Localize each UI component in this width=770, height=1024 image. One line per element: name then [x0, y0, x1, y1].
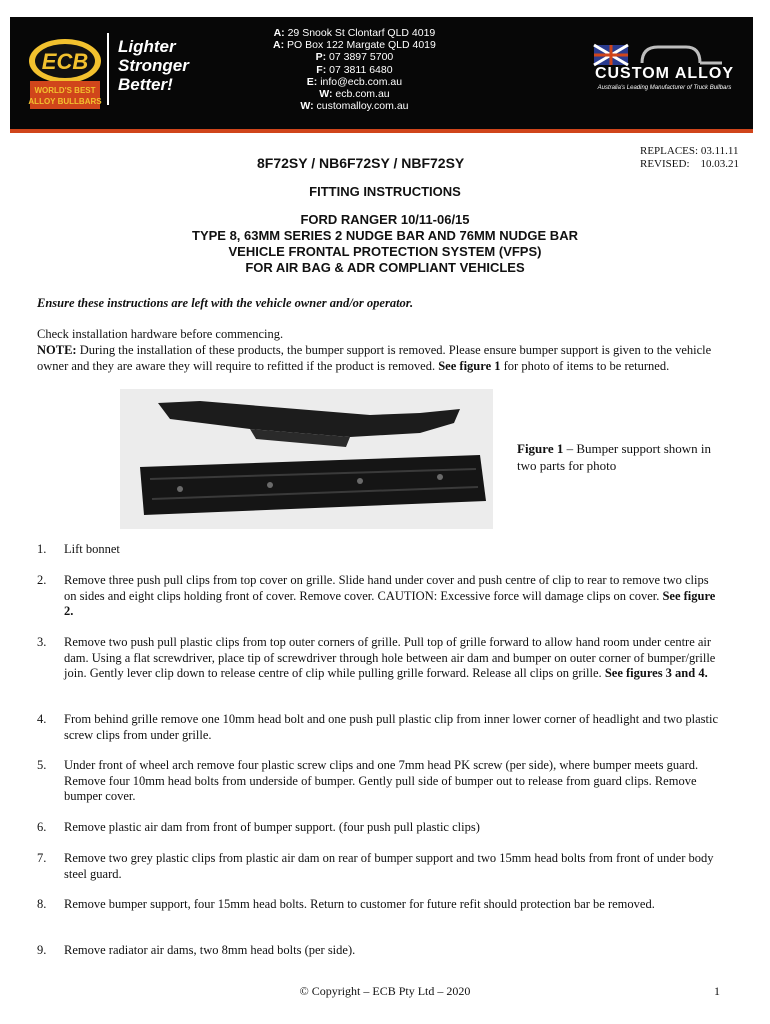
subtitle-line: FOR AIR BAG & ADR COMPLIANT VEHICLES — [245, 260, 525, 275]
replaces-date: 03.11.11 — [700, 145, 739, 157]
partner-subtitle: Australia's Leading Manufacturer of Truck Bullbars — [597, 85, 732, 91]
figure-reference: See figure 2. — [64, 588, 716, 618]
contact-line: P: 07 3897 5700 — [315, 51, 394, 64]
contact-line: A: 29 Snook St Clontarf QLD 4019 — [273, 27, 436, 39]
note-paragraph: NOTE: During the installation of these products, the bumper support is removed. Please ensure bumper support is given to the vehicle owner and they are aware they will require to refitted if the product is removed. See figure 1 for photo of items to be returned. — [37, 343, 712, 373]
replaces-label: REPLACES: — [640, 145, 699, 157]
contact-website[interactable]: W: ecb.com.au — [319, 88, 390, 101]
note-label: NOTE: — [37, 343, 77, 357]
ecb-ribbon-line-1: WORLD'S BEST — [34, 86, 96, 95]
letterhead — [10, 17, 753, 133]
page-title: FITTING INSTRUCTIONS — [309, 184, 461, 199]
tagline-line: Lighter — [118, 37, 176, 56]
contact-email[interactable]: E: info@ecb.com.au — [306, 75, 403, 88]
subtitle-line: FORD RANGER 10/11-06/15 — [300, 212, 470, 227]
figure-reference: See figures 3 and 4. — [604, 666, 708, 680]
contact-line: F: 07 3811 6480 — [316, 63, 393, 76]
revised-label: REVISED: — [640, 158, 690, 170]
partner-name: CUSTOM ALLOY — [594, 65, 735, 82]
contact-line: A: PO Box 122 Margate QLD 4019 — [273, 39, 436, 52]
revision-info — [640, 145, 739, 171]
tagline-line: Stronger — [118, 56, 189, 75]
bumper-support-photo — [120, 389, 493, 529]
ecb-ribbon-line-2: ALLOY BULLBARS — [28, 97, 102, 106]
subtitle-line: TYPE 8, 63MM SERIES 2 NUDGE BAR AND 76MM NUDGE BAR — [192, 228, 578, 243]
tagline — [118, 37, 189, 94]
check-hardware: Check installation hardware before commencing. — [37, 327, 284, 341]
ecb-badge-text: ECB — [41, 49, 89, 74]
figure-caption: Figure 1 – Bumper support shown in two parts for photo — [517, 441, 712, 473]
contact-website[interactable]: W: customalloy.com.au — [300, 100, 409, 113]
vehicle-subtitle — [0, 212, 770, 276]
contact-block — [273, 27, 436, 112]
revised-date: 10.03.21 — [700, 158, 739, 170]
owner-notice: Ensure these instructions are left with the vehicle owner and/or operator. — [37, 296, 414, 310]
figure-reference: See figure 1 — [438, 358, 501, 373]
tagline-divider — [107, 33, 109, 105]
page-number: 1 — [714, 984, 720, 998]
figure-label: Figure 1 — [517, 441, 564, 456]
part-codes: 8F72SY / NB6F72SY / NBF72SY — [257, 155, 465, 171]
subtitle-line: VEHICLE FRONTAL PROTECTION SYSTEM (VFPS) — [228, 244, 542, 259]
tagline-line: Better! — [118, 75, 173, 94]
copyright: © Copyright – ECB Pty Ltd – 2020 — [299, 984, 471, 998]
ecb-logo — [26, 31, 104, 115]
